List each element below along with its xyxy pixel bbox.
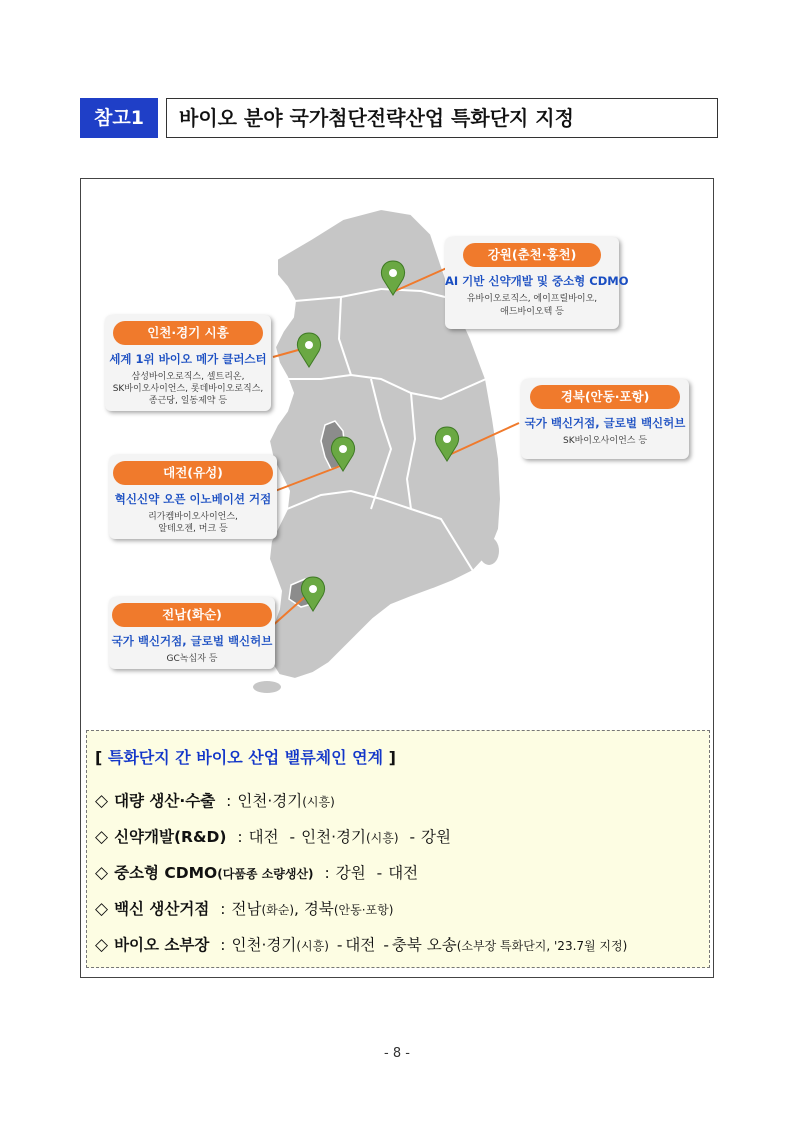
comma: ,: [294, 900, 299, 918]
line-4-a: 전남: [231, 900, 262, 918]
callout-daejeon-main: 혁신신약 오픈 이노베이션 거점: [114, 492, 272, 506]
callout-gangwon-companies-2: 애드바이오텍 등: [500, 307, 564, 317]
title-bracket-close: ]: [388, 748, 396, 767]
line-1-term: 대량 생산·수출: [114, 792, 216, 810]
value-chain-line-3: [95, 861, 418, 883]
dash: -: [376, 864, 383, 882]
callout-daejeon-companies-2: 알테오젠, 머크 등: [158, 524, 228, 534]
callout-gyeongbuk-region: 경북(안동·포항): [530, 385, 680, 409]
line-2-term: 신약개발(R&D): [114, 828, 227, 846]
callout-gyeongbuk-main: 국가 백신거점, 글로벌 백신허브: [524, 416, 686, 430]
callout-incheon: [105, 315, 271, 411]
line-5-term: 바이오 소부장: [114, 936, 210, 954]
callout-incheon-companies-3: 종근당, 일동제약 등: [148, 396, 228, 406]
callout-jeonnam-main: 국가 백신거점, 글로벌 백신허브: [111, 634, 273, 648]
line-5-a: 인천·경기: [231, 936, 297, 954]
value-chain-line-4: [95, 897, 393, 919]
dash: -: [289, 828, 296, 846]
callout-daejeon-companies-1: 리가켐바이오사이언스,: [148, 512, 238, 522]
line-3-term: 중소형 CDMO: [114, 864, 218, 882]
callout-jeonnam: [109, 597, 275, 669]
line-2-b-detail: (시흥): [365, 831, 399, 845]
colon: :: [237, 828, 243, 846]
diamond-icon: ◇: [95, 791, 109, 811]
callout-gangwon-region: 강원(춘천·홍천): [463, 243, 601, 267]
callout-gangwon-sub: [445, 293, 619, 319]
value-chain-title: [95, 745, 396, 768]
callout-incheon-region: 인천·경기 시흥: [113, 321, 263, 345]
title-bracket-open: [: [95, 748, 103, 767]
line-5-b: 대전: [345, 936, 376, 954]
colon: :: [226, 792, 232, 810]
callout-gyeongbuk-sub: SK바이오사이언스 등: [562, 436, 648, 446]
line-3-b: 대전: [388, 864, 419, 882]
value-chain-line-5: [95, 933, 627, 955]
reference-badge: 참고1: [80, 98, 158, 138]
line-3-term-detail: (다품종 소량생산): [217, 867, 314, 881]
callout-daejeon: [109, 455, 277, 539]
line-4-term: 백신 생산거점: [114, 900, 210, 918]
page-title: 바이오 분야 국가첨단전략산업 특화단지 지정: [166, 98, 718, 138]
callout-gangwon-companies-1: 유바이오로직스, 에이프릴바이오,: [466, 294, 598, 304]
diamond-icon: ◇: [95, 935, 109, 955]
line-4-a-detail: (화순): [261, 903, 295, 917]
callout-gangwon: [445, 237, 629, 329]
dash: -: [383, 936, 389, 954]
line-2-b: 인천·경기: [301, 828, 366, 846]
line-1-a: 인천·경기: [237, 792, 303, 810]
page-number: - 8 -: [384, 1046, 410, 1061]
value-chain-box: [86, 730, 710, 968]
line-5-c: 충북 오송: [391, 936, 457, 954]
callout-jeonnam-sub: GC녹십자 등: [166, 654, 218, 664]
callout-gyeongbuk: [521, 379, 689, 459]
callout-incheon-companies-1: 삼성바이오로직스, 셀트리온,: [131, 372, 245, 382]
dash: -: [409, 828, 416, 846]
diamond-icon: ◇: [95, 827, 109, 847]
callout-jeonnam-region: 전남(화순): [112, 603, 272, 627]
colon: :: [324, 864, 330, 882]
line-3-a: 강원: [335, 864, 366, 882]
callout-daejeon-region: 대전(유성): [113, 461, 273, 485]
title-row: [80, 98, 720, 138]
line-5-c-detail: (소부장 특화단지, '23.7월 지정): [456, 939, 628, 953]
line-2-a: 대전: [248, 828, 279, 846]
callout-incheon-companies-2: SK바이오사이언스, 롯데바이오로직스,: [112, 384, 264, 394]
callout-incheon-sub: [105, 371, 271, 407]
value-chain-title-text: 특화단지 간 바이오 산업 밸류체인 연계: [107, 748, 384, 767]
line-5-a-detail: (시흥): [296, 939, 329, 953]
callout-incheon-main: 세계 1위 바이오 메가 클러스터: [109, 352, 267, 366]
colon: :: [220, 936, 226, 954]
diamond-icon: ◇: [95, 863, 109, 883]
line-1-a-detail: (시흥): [302, 795, 335, 809]
dash: -: [336, 936, 343, 954]
value-chain-line-1: [95, 789, 335, 811]
diamond-icon: ◇: [95, 899, 109, 919]
value-chain-line-2: [95, 825, 451, 847]
callout-daejeon-sub: [109, 511, 277, 535]
line-2-c: 강원: [421, 828, 451, 846]
line-4-b: 경북: [303, 900, 334, 918]
callout-gangwon-main: AI 기반 신약개발 및 중소형 CDMO: [445, 274, 629, 288]
line-4-b-detail: (안동·포항): [333, 903, 394, 917]
colon: :: [220, 900, 226, 918]
